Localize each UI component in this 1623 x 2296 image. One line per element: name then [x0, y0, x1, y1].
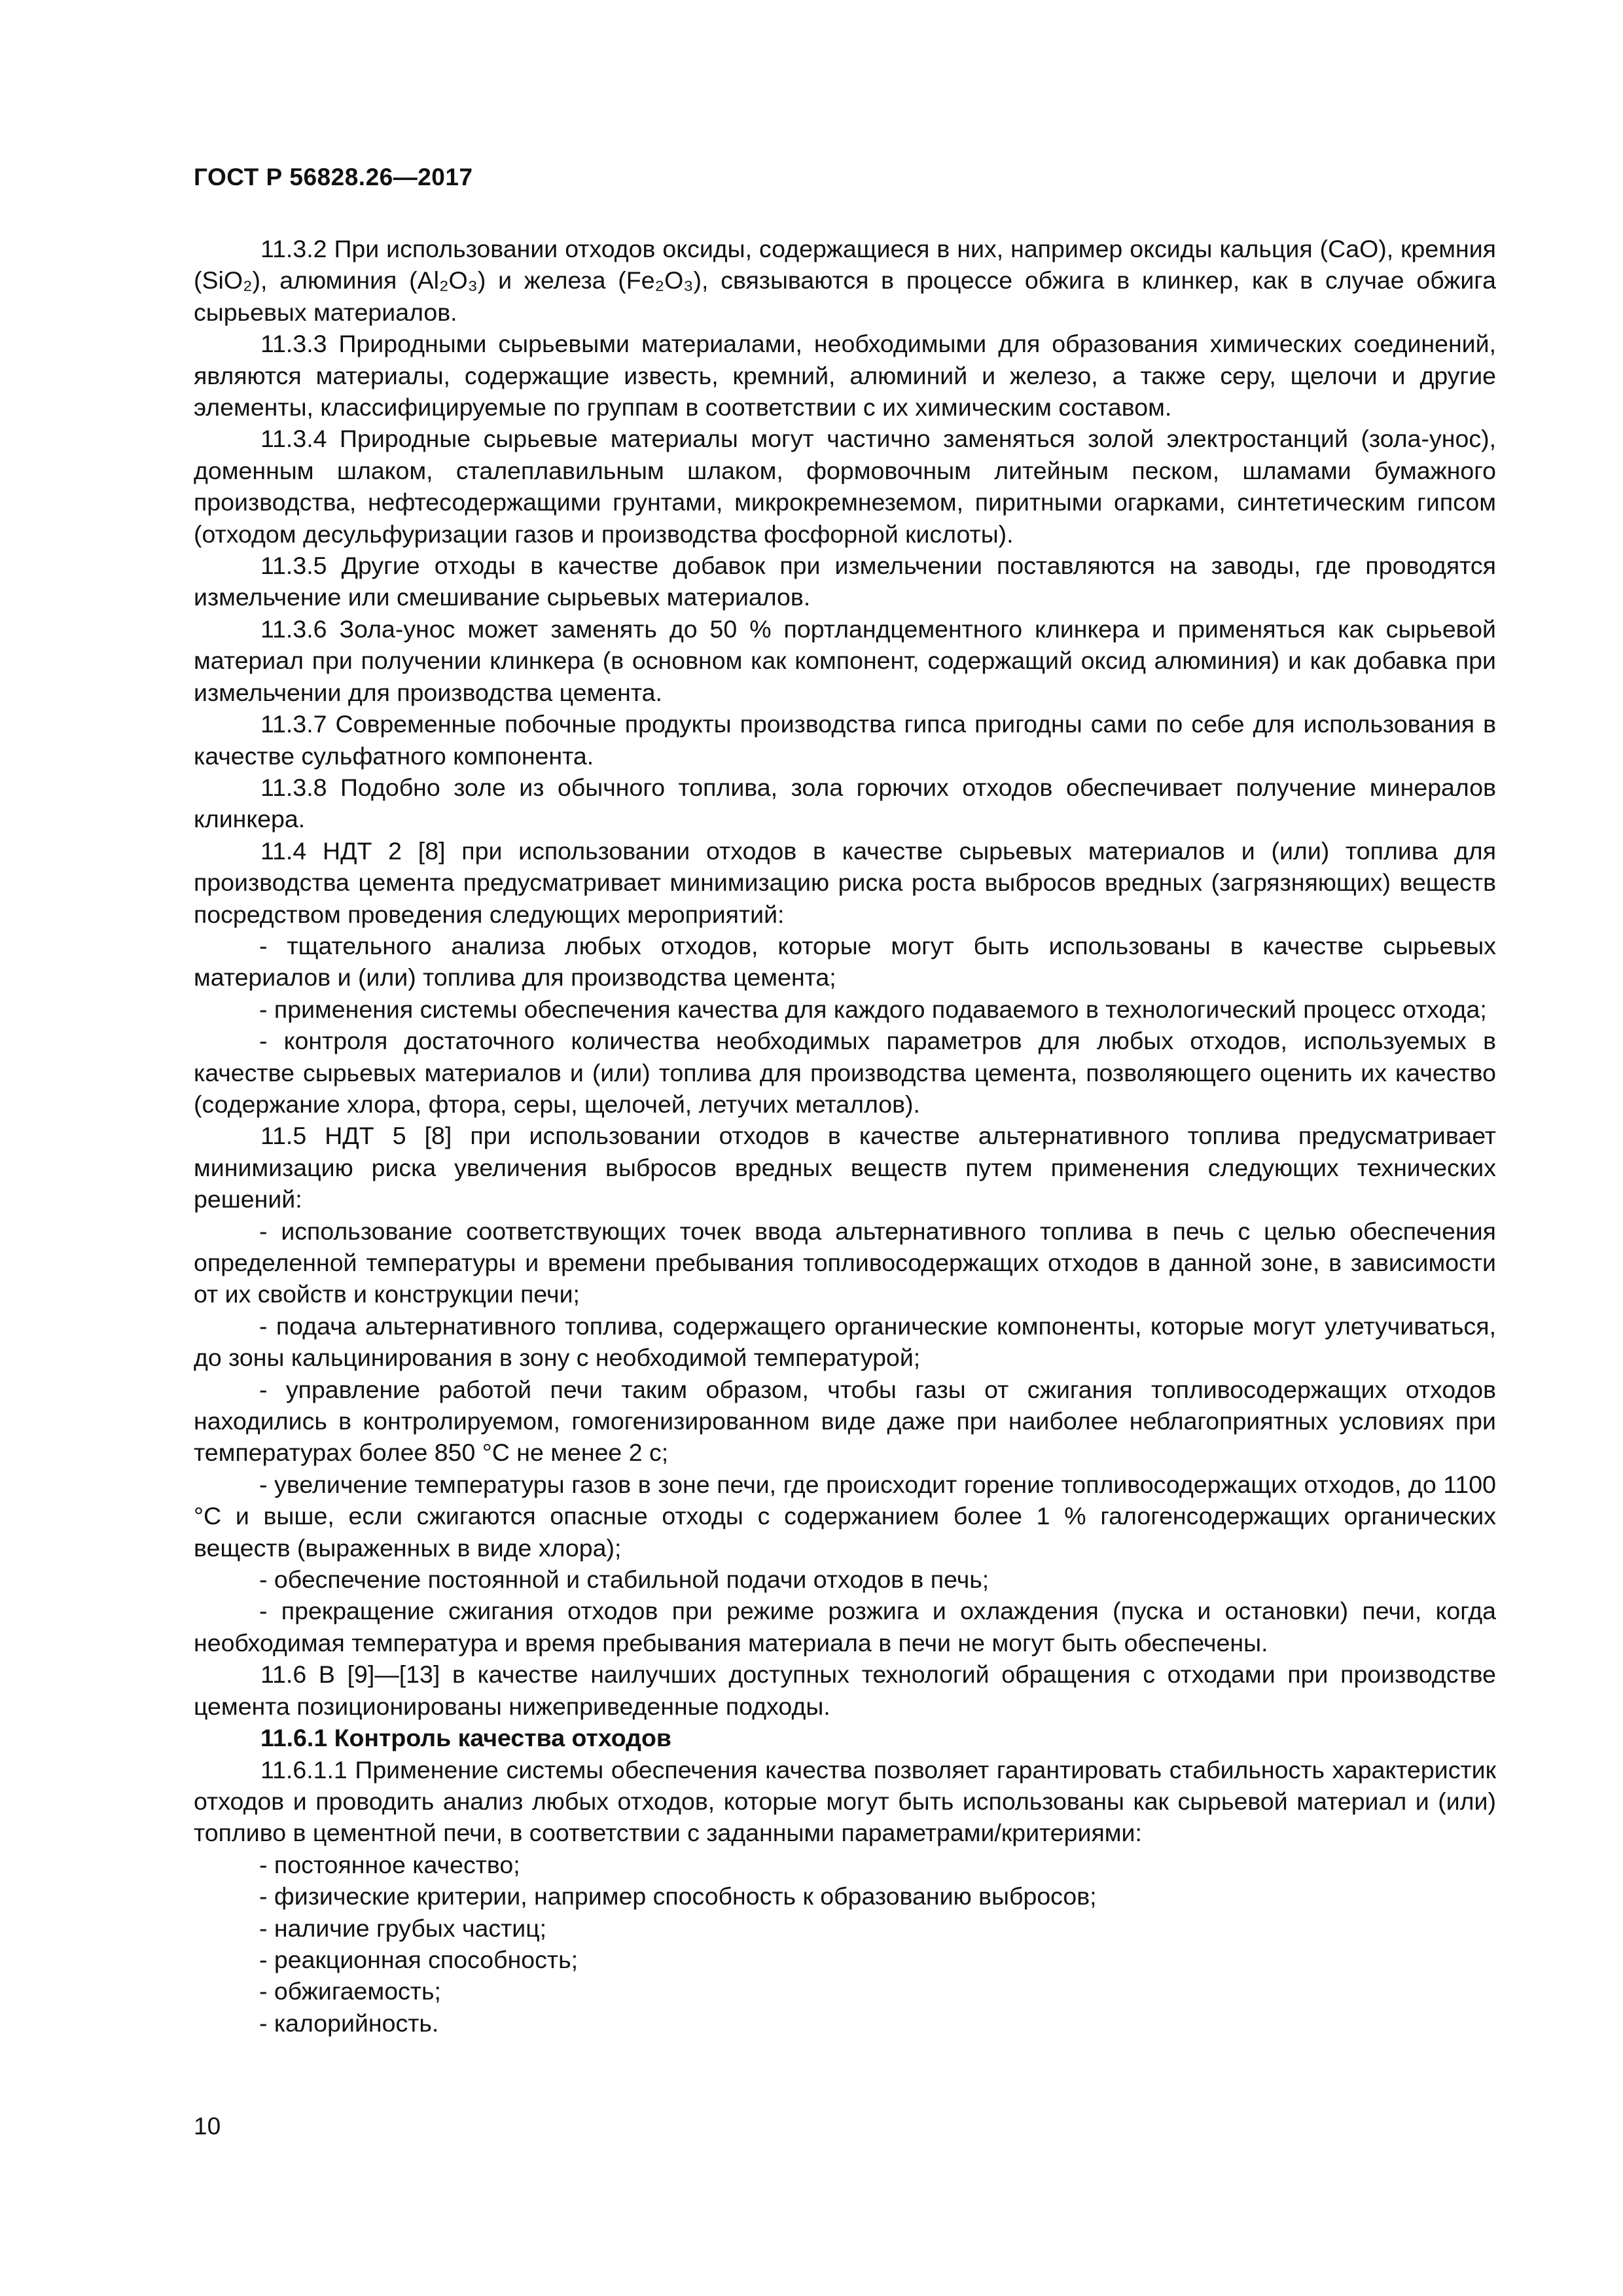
paragraph-11-3-7: 11.3.7 Современные побочные продукты производства гипса пригодны сами по себе для использования в качестве сульфатного компонента.: [194, 710, 1496, 770]
list-item: - увеличение температуры газов в зоне печи, где происходит горение топливосодержащих отходов, до 1100 °С и выше, если сжигаются опасные отходы с содержанием более 1 % галогенсодержащих органических веществ (выраженных в виде хлора);: [194, 1470, 1496, 1562]
list-item: - управление работой печи таким образом, чтобы газы от сжигания топливосодержащих отходов находились в контролируемом, гомогенизированном виде даже при наиболее неблагоприятных условиях при температурах более 850 °С не менее 2 с;: [194, 1375, 1496, 1467]
page-number: 10: [194, 2113, 221, 2140]
paragraph-11-6: 11.6 В [9]—[13] в качестве наилучших доступных технологий обращения с отходами при производстве цемента позиционированы нижеприведенные подходы.: [194, 1660, 1496, 1720]
list-item: - наличие грубых частиц;: [259, 1914, 547, 1942]
paragraph-11-4: 11.4 НДТ 2 [8] при использовании отходов в качестве сырьевых материалов и (или) топлива для производства цемента предусматривает минимизацию риска роста выбросов вредных (загрязняющих) веществ посредством проведения следующих мероприятий:: [194, 836, 1496, 928]
document-body: [194, 233, 1496, 2039]
list-item: - обеспечение постоянной и стабильной подачи отходов в печь;: [259, 1566, 990, 1594]
list-item: - калорийность.: [259, 2009, 439, 2037]
list-item: - реакционная способность;: [259, 1945, 579, 1973]
paragraph-11-6-1-1: 11.6.1.1 Применение системы обеспечения качества позволяет гарантировать стабильность характеристик отходов и проводить анализ любых отходов, которые могут быть использованы как сырьевой материал и (или) топливо в цементной печи, в соответствии с заданными параметрами/критериями:: [194, 1755, 1496, 1847]
document-code-header: ГОСТ Р 56828.26—2017: [194, 164, 473, 190]
list-item: - физические критерии, например способность к образованию выбросов;: [259, 1882, 1097, 1910]
list-item: - прекращение сжигания отходов при режиме розжига и охлаждения (пуска и остановки) печи, когда необходимая температура и время пребывания материала в печи не могут быть обеспечены.: [194, 1597, 1496, 1657]
list-item: - постоянное качество;: [259, 1850, 520, 1878]
paragraph-11-3-5: 11.3.5 Другие отходы в качестве добавок при измельчении поставляются на заводы, где проводятся измельчение или смешивание сырьевых материалов.: [194, 552, 1496, 611]
paragraph-11-3-4: 11.3.4 Природные сырьевые материалы могут частично заменяться золой электростанций (зола-унос), доменным шлаком, сталеплавильным шлаком, формовочным литейным песком, шламами бумажного производства, нефтесодержащими грунтами, микрокремнеземом, пиритными огарками, синтетическим гипсом (отходом десульфуризации газов и производства фосфорной кислоты).: [194, 425, 1496, 548]
list-item: - контроля достаточного количества необходимых параметров для любых отходов, используемых в качестве сырьевых материалов и (или) топлива для производства цемента, позволяющего оценить их качество (содержание хлора, фтора, серы, щелочей, летучих металлов).: [194, 1027, 1496, 1118]
list-item: - тщательного анализа любых отходов, которые могут быть использованы в качестве сырьевых материалов и (или) топлива для производства цемента;: [194, 931, 1496, 992]
paragraph-11-3-8: 11.3.8 Подобно золе из обычного топлива, зола горючих отходов обеспечивает получение минералов клинкера.: [194, 773, 1496, 833]
list-item: - подача альтернативного топлива, содержащего органические компоненты, которые могут улетучиваться, до зоны кальцинирования в зону с необходимой температурой;: [194, 1312, 1496, 1372]
list-item: - обжигаемость;: [259, 1977, 441, 2005]
list-item: - применения системы обеспечения качества для каждого подаваемого в технологический процесс отхода;: [259, 995, 1487, 1023]
paragraph-11-3-3: 11.3.3 Природными сырьевыми материалами, необходимыми для образования химических соединений, являются материалы, содержащие известь, кремний, алюминий и железо, а также серу, щелочи и другие элементы, классифицируемые по группам в соответствии с их химическим составом.: [194, 330, 1496, 422]
paragraph-11-3-6: 11.3.6 Зола-унос может заменять до 50 % портландцементного клинкера и применяться как сырьевой материал при получении клинкера (в основном как компонент, содержащий оксид алюминия) и как добавка при измельчении для производства цемента.: [194, 615, 1496, 706]
list-item: - использование соответствующих точек ввода альтернативного топлива в печь с целью обеспечения определенной температуры и времени пребывания топливосодержащих отходов в данной зоне, в зависимости от их свойств и конструкции печи;: [194, 1217, 1496, 1308]
paragraph-11-5: 11.5 НДТ 5 [8] при использовании отходов в качестве альтернативного топлива предусматривает минимизацию риска увеличения выбросов вредных веществ путем применения следующих технических решений:: [194, 1122, 1496, 1213]
section-heading-11-6-1: 11.6.1 Контроль качества отходов: [260, 1724, 671, 1752]
paragraph-11-3-2: 11.3.2 При использовании отходов оксиды, содержащиеся в них, например оксиды кальция (CaO), кремния (SiO₂), алюминия (Al₂O₃) и железа (Fe₂O₃), связываются в процессе обжига в клинкер, как в случае обжига сырьевых материалов.: [194, 235, 1496, 326]
